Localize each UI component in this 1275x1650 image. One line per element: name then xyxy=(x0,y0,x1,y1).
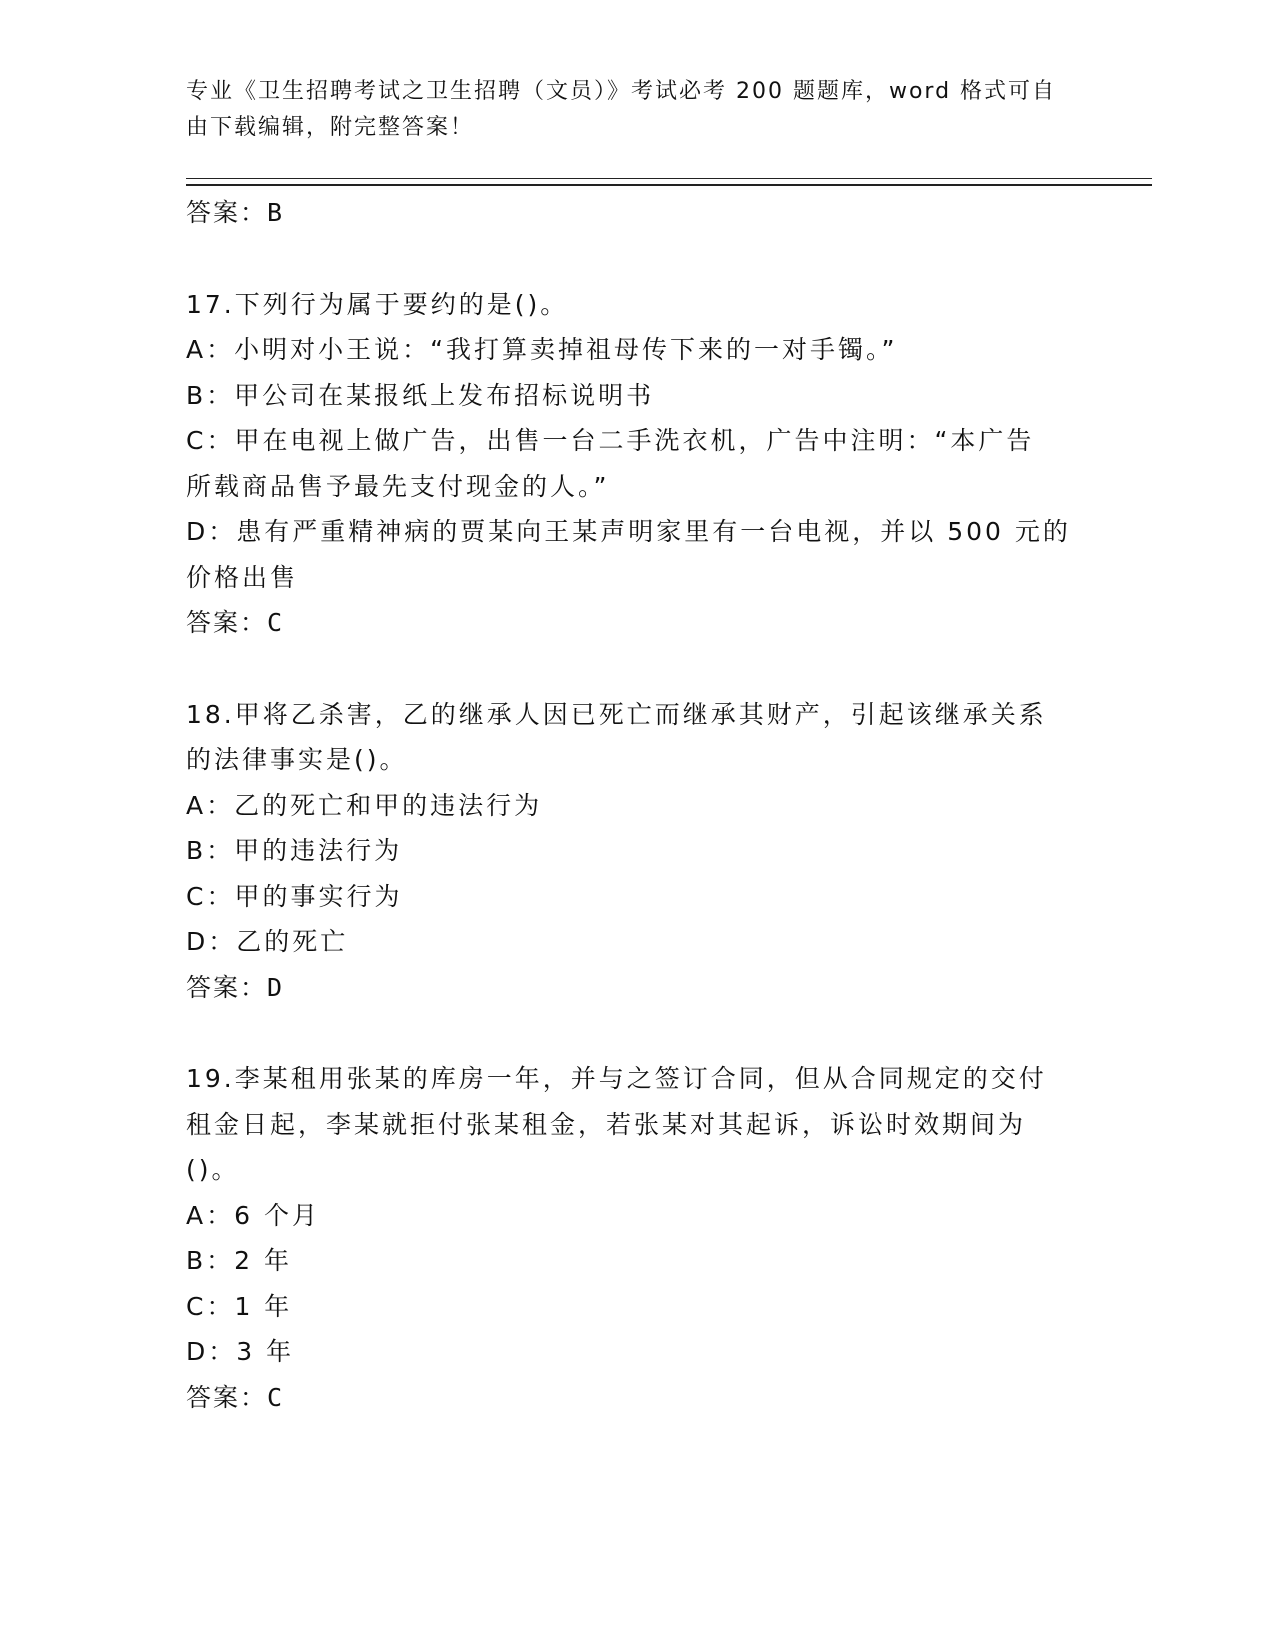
answer-line xyxy=(186,600,1086,646)
option-c-cont: 所载商品售予最先支付现金的人。” xyxy=(186,471,610,501)
question-block xyxy=(186,1056,1086,1420)
answer-key: C xyxy=(267,608,285,637)
answer-line xyxy=(186,1375,1086,1421)
option-c: C：甲在电视上做广告，出售一台二手洗衣机，广告中注明：“本广告 xyxy=(186,426,1035,455)
page-header xyxy=(186,74,1066,146)
option-b: B：2 年 xyxy=(186,1246,293,1275)
answer-label: 答案： xyxy=(186,972,268,1002)
answer-key: C xyxy=(267,1382,285,1412)
option-b: B：甲的违法行为 xyxy=(186,836,403,865)
answer-line xyxy=(186,190,1086,236)
answer-label: 答案： xyxy=(186,1382,268,1412)
option-b: B：甲公司在某报纸上发布招标说明书 xyxy=(186,380,655,410)
header-line: 由下载编辑，附完整答案！ xyxy=(186,115,475,140)
question-stem-cont: ()。 xyxy=(186,1155,240,1184)
header-line: 专业《卫生招聘考试之卫生招聘（文员）》考试必考 200 题题库，word 格式可自 xyxy=(186,79,1057,104)
question-stem: 18.甲将乙杀害，乙的继承人因已死亡而继承其财产，引起该继承关系 xyxy=(186,699,1047,729)
spacer xyxy=(186,236,1086,282)
header-divider xyxy=(186,178,1152,179)
spacer xyxy=(186,1010,1086,1056)
question-list xyxy=(186,190,1086,1420)
option-d: D：患有严重精神病的贾某向王某声明家里有一台电视，并以 500 元的 xyxy=(186,517,1071,546)
option-a: A：乙的死亡和甲的违法行为 xyxy=(186,790,543,820)
option-d-cont: 价格出售 xyxy=(186,562,299,592)
header-divider xyxy=(186,184,1152,186)
question-stem-cont: 的法律事实是()。 xyxy=(186,745,408,774)
answer-key: B xyxy=(267,198,285,227)
option-c: C：甲的事实行为 xyxy=(186,881,403,911)
question-stem: 17.下列行为属于要约的是()。 xyxy=(186,289,569,319)
answer-key: D xyxy=(267,972,285,1002)
question-stem-cont: 租金日起，李某就拒付张某租金，若张某对其起诉，诉讼时效期间为 xyxy=(186,1109,1027,1139)
answer-label: 答案： xyxy=(186,198,268,227)
option-d: D：乙的死亡 xyxy=(186,927,349,956)
option-c: C：1 年 xyxy=(186,1291,293,1321)
answer-label: 答案： xyxy=(186,608,268,637)
question-stem: 19.李某租用张某的库房一年，并与之签订合同，但从合同规定的交付 xyxy=(186,1064,1047,1093)
option-a: A：小明对小王说：“我打算卖掉祖母传下来的一对手镯。” xyxy=(186,335,898,364)
option-d: D：3 年 xyxy=(186,1337,295,1366)
option-a: A：6 个月 xyxy=(186,1200,320,1230)
question-block xyxy=(186,692,1086,1011)
spacer xyxy=(186,646,1086,692)
answer-line xyxy=(186,965,1086,1011)
question-block xyxy=(186,282,1086,646)
